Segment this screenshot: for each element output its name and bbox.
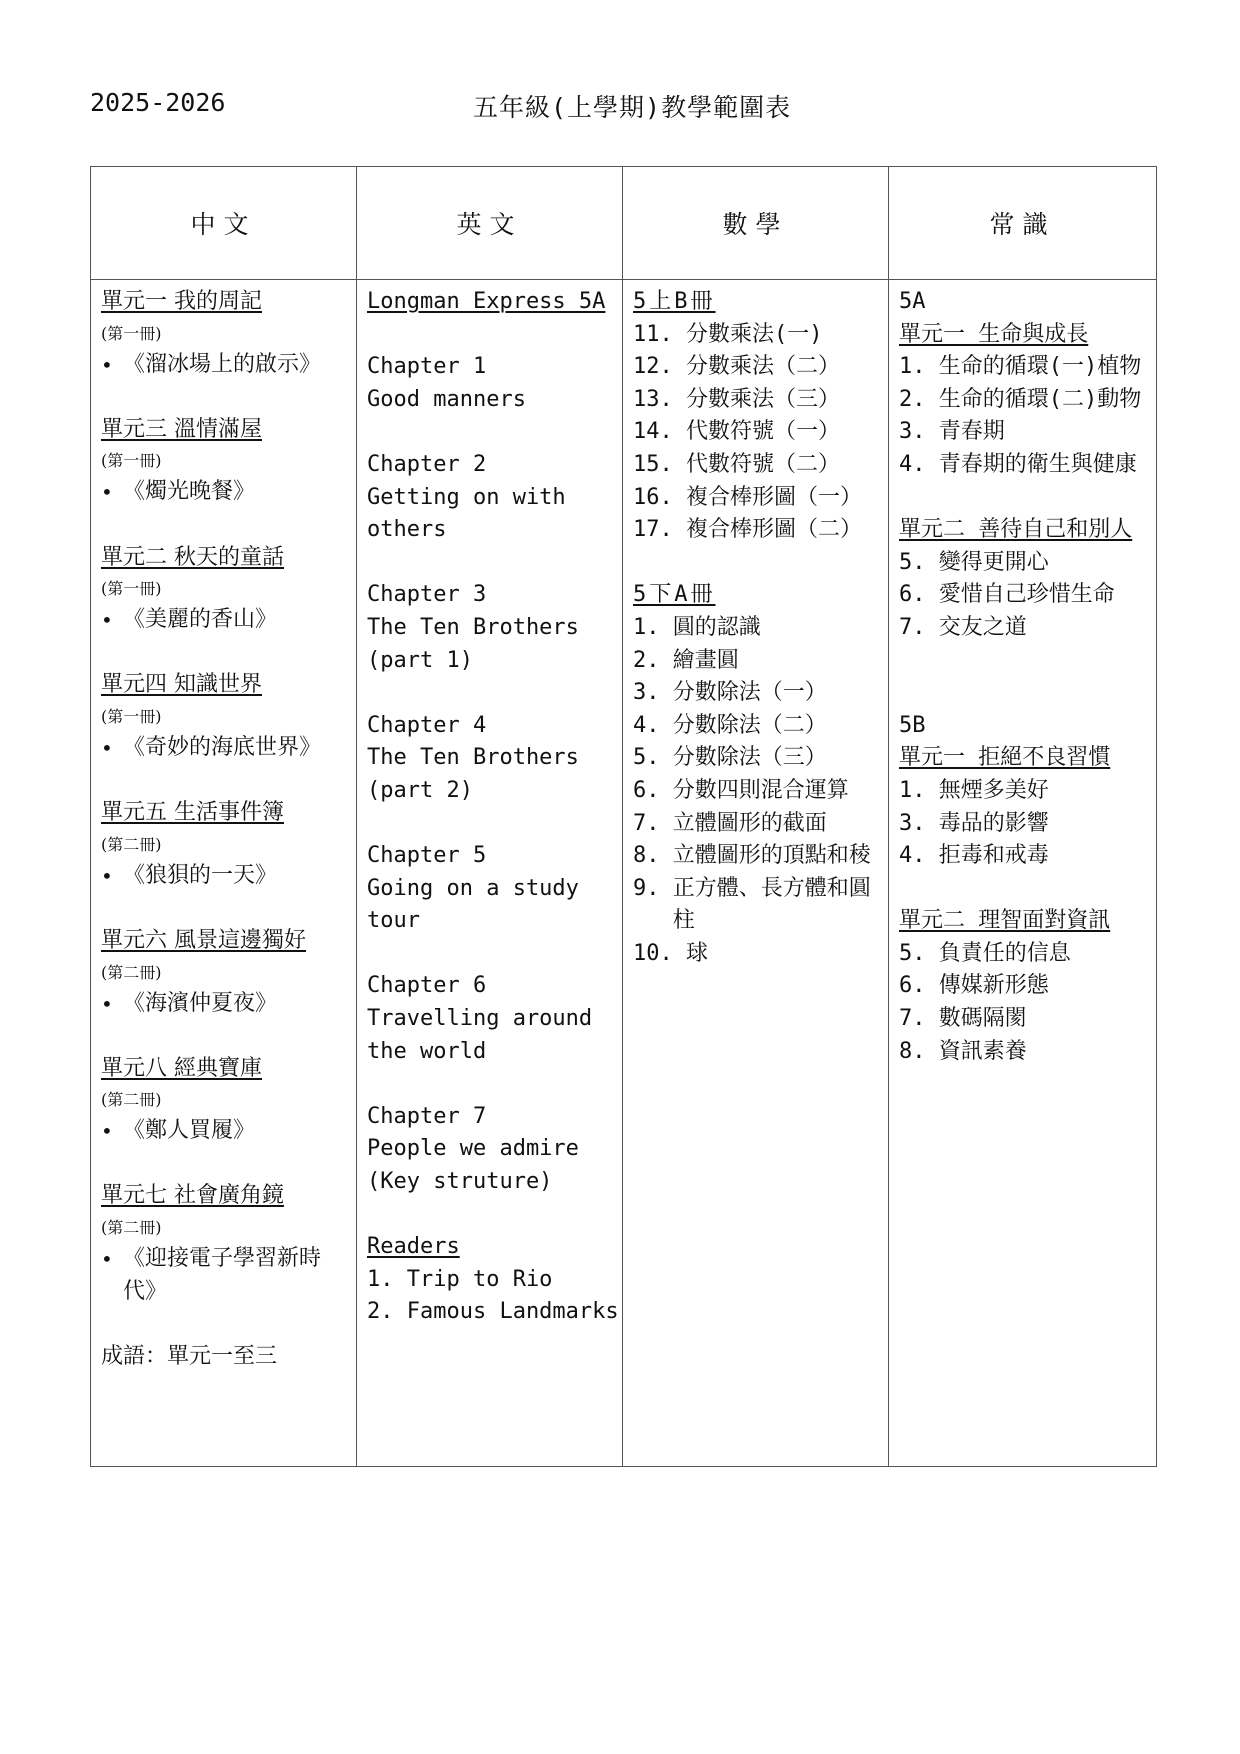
- lesson-item: [101, 604, 346, 637]
- item-number: 14.: [633, 419, 686, 445]
- lesson-title: 《溜冰場上的啟示》: [123, 351, 322, 377]
- chapter-title: others: [367, 517, 447, 543]
- unit-title: 單元四 知識世界: [101, 672, 262, 698]
- lesson-title: 《燭光晚餐》: [123, 479, 256, 505]
- chinese-unit: [101, 797, 346, 925]
- item-number: 12.: [633, 354, 686, 380]
- spacer: [367, 547, 612, 580]
- chapter-label: Chapter 1: [367, 354, 487, 380]
- math-item: [633, 416, 878, 449]
- english-textbook: Longman Express 5A: [367, 289, 606, 314]
- chinese-unit: [101, 542, 346, 670]
- item-text: 分數除法（一）: [672, 680, 827, 706]
- math-item: [633, 319, 878, 352]
- chapter-label: Chapter 5: [367, 843, 487, 869]
- item-text: 球: [685, 940, 708, 966]
- chinese-unit: [101, 414, 346, 542]
- english-readers-title: Readers: [367, 1234, 460, 1260]
- gs-item: 7. 交友之道: [899, 614, 1027, 640]
- math-cell: [623, 280, 889, 1467]
- math-item: [633, 351, 878, 384]
- english-cell: [357, 280, 623, 1467]
- english-chapter: [367, 579, 612, 709]
- math-item: [633, 514, 878, 547]
- column-header-chinese: 中文: [91, 167, 357, 280]
- item-number: 4.: [633, 712, 673, 738]
- bullet-icon: •: [101, 991, 113, 1016]
- gs-item: 4. 拒毒和戒毒: [899, 843, 1049, 869]
- item-number: 3.: [633, 680, 673, 706]
- bullet-icon: •: [101, 480, 113, 505]
- volume-label: (第一冊): [101, 451, 162, 471]
- gs-item: 6. 傳媒新形態: [899, 973, 1049, 999]
- item-number: 16.: [633, 484, 686, 510]
- gs-list: [899, 938, 1146, 1068]
- gs-item: 8. 資訊素養: [899, 1038, 1027, 1064]
- bullet-icon: •: [101, 608, 113, 633]
- volume-label: (第二冊): [101, 962, 162, 982]
- chapter-title: Travelling around: [367, 1006, 593, 1032]
- chapter-label: Chapter 4: [367, 712, 487, 738]
- english-chapter: [367, 1101, 612, 1231]
- english-chapter: [367, 449, 612, 579]
- math-item: [633, 840, 878, 873]
- item-number: 7.: [633, 810, 673, 836]
- header-row: [91, 167, 1157, 280]
- chinese-cell: [91, 280, 357, 1467]
- gs-item: 3. 毒品的影響: [899, 810, 1049, 836]
- spacer: [367, 677, 612, 710]
- item-text: 立體圖形的頂點和稜: [672, 843, 871, 869]
- unit-title: 單元二 秋天的童話: [101, 544, 284, 570]
- item-text: 代數符號（一）: [685, 419, 840, 445]
- math-item: [633, 808, 878, 841]
- lesson-title: 《奇妙的海底世界》: [123, 734, 322, 760]
- bullet-icon: •: [101, 352, 113, 377]
- item-text: 圓的認識: [672, 614, 761, 640]
- spacer: [101, 765, 346, 798]
- spacer: [367, 416, 612, 449]
- chinese-unit: [101, 286, 346, 414]
- gs-item: 1. 生命的循環(一)植物: [899, 354, 1142, 380]
- item-text: 分數乘法（三）: [685, 386, 840, 412]
- english-chapter-list: [367, 351, 612, 1231]
- gs-term-5a: 5A: [899, 289, 926, 314]
- gs-item: 7. 數碼隔閡: [899, 1006, 1027, 1032]
- item-text: 複合棒形圖（二）: [685, 517, 862, 543]
- math-item: [633, 775, 878, 808]
- chinese-unit-list: [101, 286, 346, 1341]
- gs-item: 5. 變得更開心: [899, 549, 1049, 575]
- math-book-5a: 5下A冊: [633, 582, 716, 608]
- gs-item: 2. 生命的循環(二)動物: [899, 386, 1142, 412]
- item-text: 立體圖形的截面: [672, 810, 827, 836]
- math-item: [633, 612, 878, 645]
- chapter-label: Chapter 2: [367, 451, 487, 477]
- gs-term-5b: 5B: [899, 712, 926, 738]
- english-chapter: [367, 710, 612, 840]
- item-text: 分數乘法(一): [685, 321, 823, 347]
- chinese-unit: [101, 1180, 346, 1340]
- item-text: 分數乘法（二）: [685, 354, 840, 380]
- bullet-icon: •: [101, 863, 113, 888]
- math-list-5b: [633, 319, 878, 547]
- item-text: 代數符號（二）: [685, 451, 840, 477]
- spacer: [367, 1068, 612, 1101]
- chapter-title: Going on a study: [367, 875, 579, 901]
- gs-unit-title: 單元一 拒絕不良習慣: [899, 745, 1111, 771]
- math-book-5b: 5上B冊: [633, 289, 716, 314]
- spacer: [101, 892, 346, 925]
- column-header-english: 英文: [357, 167, 623, 280]
- math-item: [633, 742, 878, 775]
- unit-title: 單元七 社會廣角鏡: [101, 1183, 284, 1209]
- gs-item: 6. 愛惜自己珍惜生命: [899, 582, 1115, 608]
- chapter-title: The Ten Brothers: [367, 745, 579, 771]
- gs-unit-title: 單元二 善待自己和別人: [899, 517, 1133, 543]
- item-text: 分數除法（二）: [672, 712, 827, 738]
- math-item: [633, 677, 878, 710]
- chapter-title: (part 1): [367, 647, 473, 673]
- spacer: [101, 1308, 346, 1341]
- chapter-label: Chapter 6: [367, 973, 487, 999]
- spacer: [367, 1199, 612, 1232]
- chinese-unit: [101, 1053, 346, 1181]
- item-number: 17.: [633, 517, 686, 543]
- gs-list: [899, 351, 1146, 481]
- page-title: 五年級(上學期)教學範圍表: [473, 93, 792, 122]
- unit-title: 單元五 生活事件簿: [101, 800, 284, 826]
- unit-title: 單元六 風景這邊獨好: [101, 927, 306, 953]
- chapter-title: The Ten Brothers: [367, 614, 579, 640]
- gs-list: [899, 547, 1146, 645]
- item-number: 9.: [633, 875, 673, 901]
- page-header: [0, 88, 1240, 128]
- lesson-item: [101, 476, 346, 509]
- item-text: 正方體、長方體和圓柱: [672, 875, 871, 934]
- lesson-title: 《鄭人買履》: [123, 1118, 256, 1144]
- bullet-icon: •: [101, 1119, 113, 1144]
- spacer: [101, 1148, 346, 1181]
- unit-title: 單元八 經典寶庫: [101, 1055, 262, 1081]
- spacer: [367, 808, 612, 841]
- math-item: [633, 449, 878, 482]
- english-reader-item: 2. Famous Landmarks: [367, 1299, 619, 1325]
- spacer: [101, 637, 346, 670]
- item-number: 11.: [633, 321, 686, 347]
- item-number: 13.: [633, 386, 686, 412]
- content-row: [91, 280, 1157, 1467]
- spacer: [367, 938, 612, 971]
- column-header-math: 數學: [623, 167, 889, 280]
- english-chapter: [367, 970, 612, 1100]
- item-number: 8.: [633, 843, 673, 869]
- item-number: 2.: [633, 647, 673, 673]
- gs-item: 5. 負責任的信息: [899, 940, 1071, 966]
- chapter-label: Chapter 7: [367, 1103, 487, 1129]
- math-list-5a: [633, 612, 878, 971]
- chapter-title: (part 2): [367, 777, 473, 803]
- gs-item: 1. 無煙多美好: [899, 777, 1049, 803]
- volume-label: (第二冊): [101, 834, 162, 854]
- english-chapter: [367, 840, 612, 970]
- volume-label: (第二冊): [101, 1218, 162, 1238]
- lesson-item: [101, 1243, 346, 1308]
- lesson-title: 《美麗的香山》: [123, 607, 278, 633]
- item-number: 15.: [633, 451, 686, 477]
- lesson-item: [101, 988, 346, 1021]
- item-number: 5.: [633, 745, 673, 771]
- lesson-title: 《迎接電子學習新時代》: [123, 1246, 322, 1304]
- lesson-title: 《海濱仲夏夜》: [123, 990, 278, 1016]
- chapter-title: People we admire: [367, 1136, 579, 1162]
- bullet-icon: •: [101, 1247, 113, 1272]
- unit-title: 單元三 溫情滿屋: [101, 416, 262, 442]
- volume-label: (第二冊): [101, 1090, 162, 1110]
- chinese-unit: [101, 925, 346, 1053]
- gs-item: 3. 青春期: [899, 419, 1005, 445]
- english-chapter: [367, 351, 612, 449]
- lesson-item: [101, 860, 346, 893]
- volume-label: (第一冊): [101, 706, 162, 726]
- gs-list: [899, 775, 1146, 873]
- volume-label: (第一冊): [101, 579, 162, 599]
- spacer: [101, 381, 346, 414]
- item-text: 繪畫圓: [672, 647, 739, 673]
- gs-item: 4. 青春期的衛生與健康: [899, 451, 1137, 477]
- gs-unit-title: 單元二 理智面對資訊: [899, 908, 1111, 934]
- spacer: [101, 1020, 346, 1053]
- volume-label: (第一冊): [101, 323, 162, 343]
- chinese-idioms: 成語：單元一至三: [101, 1343, 278, 1369]
- lesson-item: [101, 1115, 346, 1148]
- chapter-title: (Key struture): [367, 1169, 553, 1195]
- gs-unit-title: 單元一 生命與成長: [899, 321, 1089, 347]
- school-year: 2025-2026: [90, 88, 226, 117]
- item-number: 10.: [633, 940, 686, 966]
- column-header-general-studies: 常識: [889, 167, 1157, 280]
- chapter-title: the world: [367, 1038, 487, 1064]
- item-text: 分數除法（三）: [672, 745, 827, 771]
- spacer: [101, 509, 346, 542]
- item-number: 1.: [633, 614, 673, 640]
- chapter-title: tour: [367, 908, 420, 934]
- unit-title: 單元一 我的周記: [101, 289, 262, 314]
- chinese-unit: [101, 669, 346, 797]
- math-item: [633, 645, 878, 678]
- lesson-item: [101, 349, 346, 382]
- item-text: 分數四則混合運算: [672, 777, 849, 803]
- teaching-scope-table: [90, 166, 1157, 1467]
- math-item: [633, 710, 878, 743]
- bullet-icon: •: [101, 735, 113, 760]
- chapter-label: Chapter 3: [367, 582, 487, 608]
- math-item: [633, 384, 878, 417]
- math-item: [633, 873, 878, 938]
- math-item: [633, 482, 878, 515]
- lesson-title: 《狼狽的一天》: [123, 862, 278, 888]
- english-reader-item: 1. Trip to Rio: [367, 1266, 553, 1292]
- lesson-item: [101, 732, 346, 765]
- item-number: 6.: [633, 777, 673, 803]
- chapter-title: Good manners: [367, 386, 526, 412]
- chapter-title: Getting on with: [367, 484, 566, 510]
- general-studies-cell: [889, 280, 1157, 1467]
- math-item: [633, 938, 878, 971]
- item-text: 複合棒形圖（一）: [685, 484, 862, 510]
